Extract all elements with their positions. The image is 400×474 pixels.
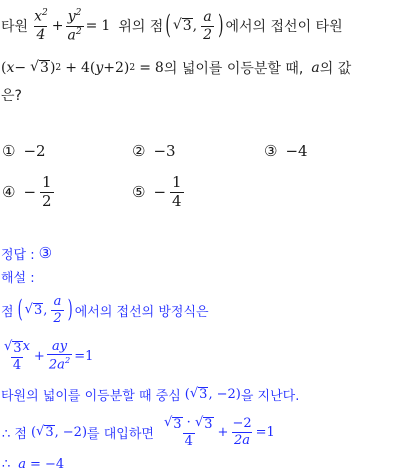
- solution-text: 를 대입하면: [87, 426, 154, 442]
- equals-sign: =: [30, 456, 41, 472]
- fraction-x-squared-over-4: $\frac{x^2}{4}$: [34, 8, 48, 43]
- number-one: 1: [85, 348, 94, 364]
- comma: ,: [208, 386, 213, 402]
- answer-label: 정답 :: [1, 247, 35, 263]
- choice-number: ②: [132, 142, 146, 160]
- left-paren: (: [165, 10, 171, 42]
- choice-4[interactable]: [2, 170, 56, 214]
- sqrt-3: √ 3: [24, 301, 43, 318]
- choice-1[interactable]: [2, 142, 46, 160]
- number-one: 1: [101, 18, 111, 34]
- var-a: a: [311, 60, 320, 76]
- equals-sign: =: [255, 424, 267, 440]
- question-text-end: 은?: [1, 88, 22, 104]
- choice-fraction: $\frac{1}{4}$: [172, 172, 182, 210]
- question-line-1: [0, 4, 343, 48]
- fraction-a-over-2: $\frac{a}{2}$: [203, 8, 213, 43]
- choice-fraction: $\frac{1}{2}$: [42, 172, 52, 210]
- paren: ): [81, 424, 88, 440]
- equals-sign: =: [139, 60, 151, 76]
- equals-sign: =: [85, 18, 98, 34]
- answer-line: [0, 243, 52, 263]
- solution-text: 을 지난다.: [240, 388, 300, 404]
- equals-sign: =: [74, 348, 86, 364]
- sqrt-3: √ 3: [30, 59, 49, 77]
- solution-text: ∴ 점: [2, 426, 27, 442]
- choice-sign: −: [153, 183, 167, 201]
- solution-line-2: [0, 336, 93, 376]
- number-one: 1: [266, 424, 275, 440]
- plus-sign: +: [103, 60, 115, 76]
- choice-value: −2: [23, 142, 46, 160]
- plus-sign: +: [217, 424, 229, 440]
- solution-text: 점: [1, 304, 14, 320]
- value-neg2: −2: [62, 424, 82, 440]
- fraction-y-squared-over-a-squared: $\frac{y^2}{a^2}$: [67, 8, 82, 44]
- choice-number: ③: [264, 142, 278, 160]
- choice-number: ①: [2, 142, 16, 160]
- number-two: 2: [115, 60, 124, 76]
- comma: ,: [43, 302, 48, 318]
- explanation-label-line: [0, 266, 35, 286]
- explanation-label: 해설 :: [1, 270, 35, 286]
- choice-sign: −: [23, 183, 37, 201]
- paren: ): [49, 60, 56, 76]
- left-paren: (: [17, 295, 23, 325]
- sqrt-3: √ 3: [172, 17, 192, 35]
- choice-2[interactable]: [132, 142, 176, 160]
- right-paren: ): [67, 295, 73, 325]
- paren: (: [30, 424, 37, 440]
- paren: (: [89, 60, 96, 76]
- plus-sign: +: [65, 60, 77, 76]
- paren: ): [123, 60, 130, 76]
- number-eight: 8: [154, 60, 164, 76]
- question-text-ellipse: 타원: [1, 19, 29, 35]
- question-line-3: [0, 84, 22, 106]
- paren: (: [184, 386, 190, 402]
- sqrt-3: √ 3: [189, 385, 208, 402]
- paren: (: [1, 60, 7, 76]
- plus-sign: +: [33, 348, 45, 364]
- var-a: a: [18, 456, 27, 472]
- question-line-2: [0, 56, 351, 80]
- fraction-sqrt3x-over-4: √ 3 x 4: [4, 338, 30, 373]
- question-text-value: 의 값: [319, 61, 352, 77]
- choice-value: −4: [285, 142, 308, 160]
- choice-5[interactable]: [132, 170, 186, 214]
- minus-sign: −: [14, 60, 27, 76]
- value-neg2: −2: [216, 386, 236, 402]
- var-y: y: [95, 60, 104, 76]
- question-text-tangent: 에서의 접선이 타원: [225, 19, 343, 35]
- number-four: 4: [80, 60, 90, 76]
- fraction-a-over-2: $\frac{a}{2}$: [53, 293, 62, 326]
- comma: ,: [192, 18, 198, 34]
- fraction-sqrt3-sqrt3-over-4: √ 3 · √ 3 4: [163, 414, 213, 449]
- final-answer: −4: [44, 456, 65, 472]
- therefore-symbol: ∴: [2, 456, 11, 472]
- right-paren: ): [218, 10, 224, 42]
- solution-line-1: [0, 290, 209, 330]
- choice-number: ⑤: [132, 183, 146, 201]
- solution-text: 타원의 넓이를 이등분할 때 중심: [1, 388, 181, 404]
- fraction-neg2-over-2a: $\frac{-2}{2a}$: [232, 415, 252, 448]
- plus-sign: +: [51, 18, 64, 34]
- choice-number: ④: [2, 183, 16, 201]
- solution-line-5: [0, 455, 64, 473]
- var-x: x: [6, 60, 15, 76]
- choice-3[interactable]: [264, 142, 308, 160]
- exponent-2: 2: [55, 63, 62, 73]
- comma: ,: [54, 424, 59, 440]
- solution-line-4: [0, 412, 275, 452]
- answer-value: ③: [38, 244, 53, 262]
- question-text-bisect: 의 넓이를 이등분할 때,: [163, 61, 304, 77]
- fraction-ay-over-2a-squared: $\frac{ay}{2a^2}$: [48, 338, 71, 373]
- sqrt-3: √ 3: [36, 423, 54, 440]
- solution-line-3: [0, 383, 299, 405]
- exponent-2: 2: [129, 63, 136, 73]
- paren: ): [235, 386, 241, 402]
- choice-value: −3: [153, 142, 176, 160]
- question-text-point-on: 위의 점: [118, 19, 164, 35]
- solution-text: 에서의 접선의 방정식은: [74, 304, 209, 320]
